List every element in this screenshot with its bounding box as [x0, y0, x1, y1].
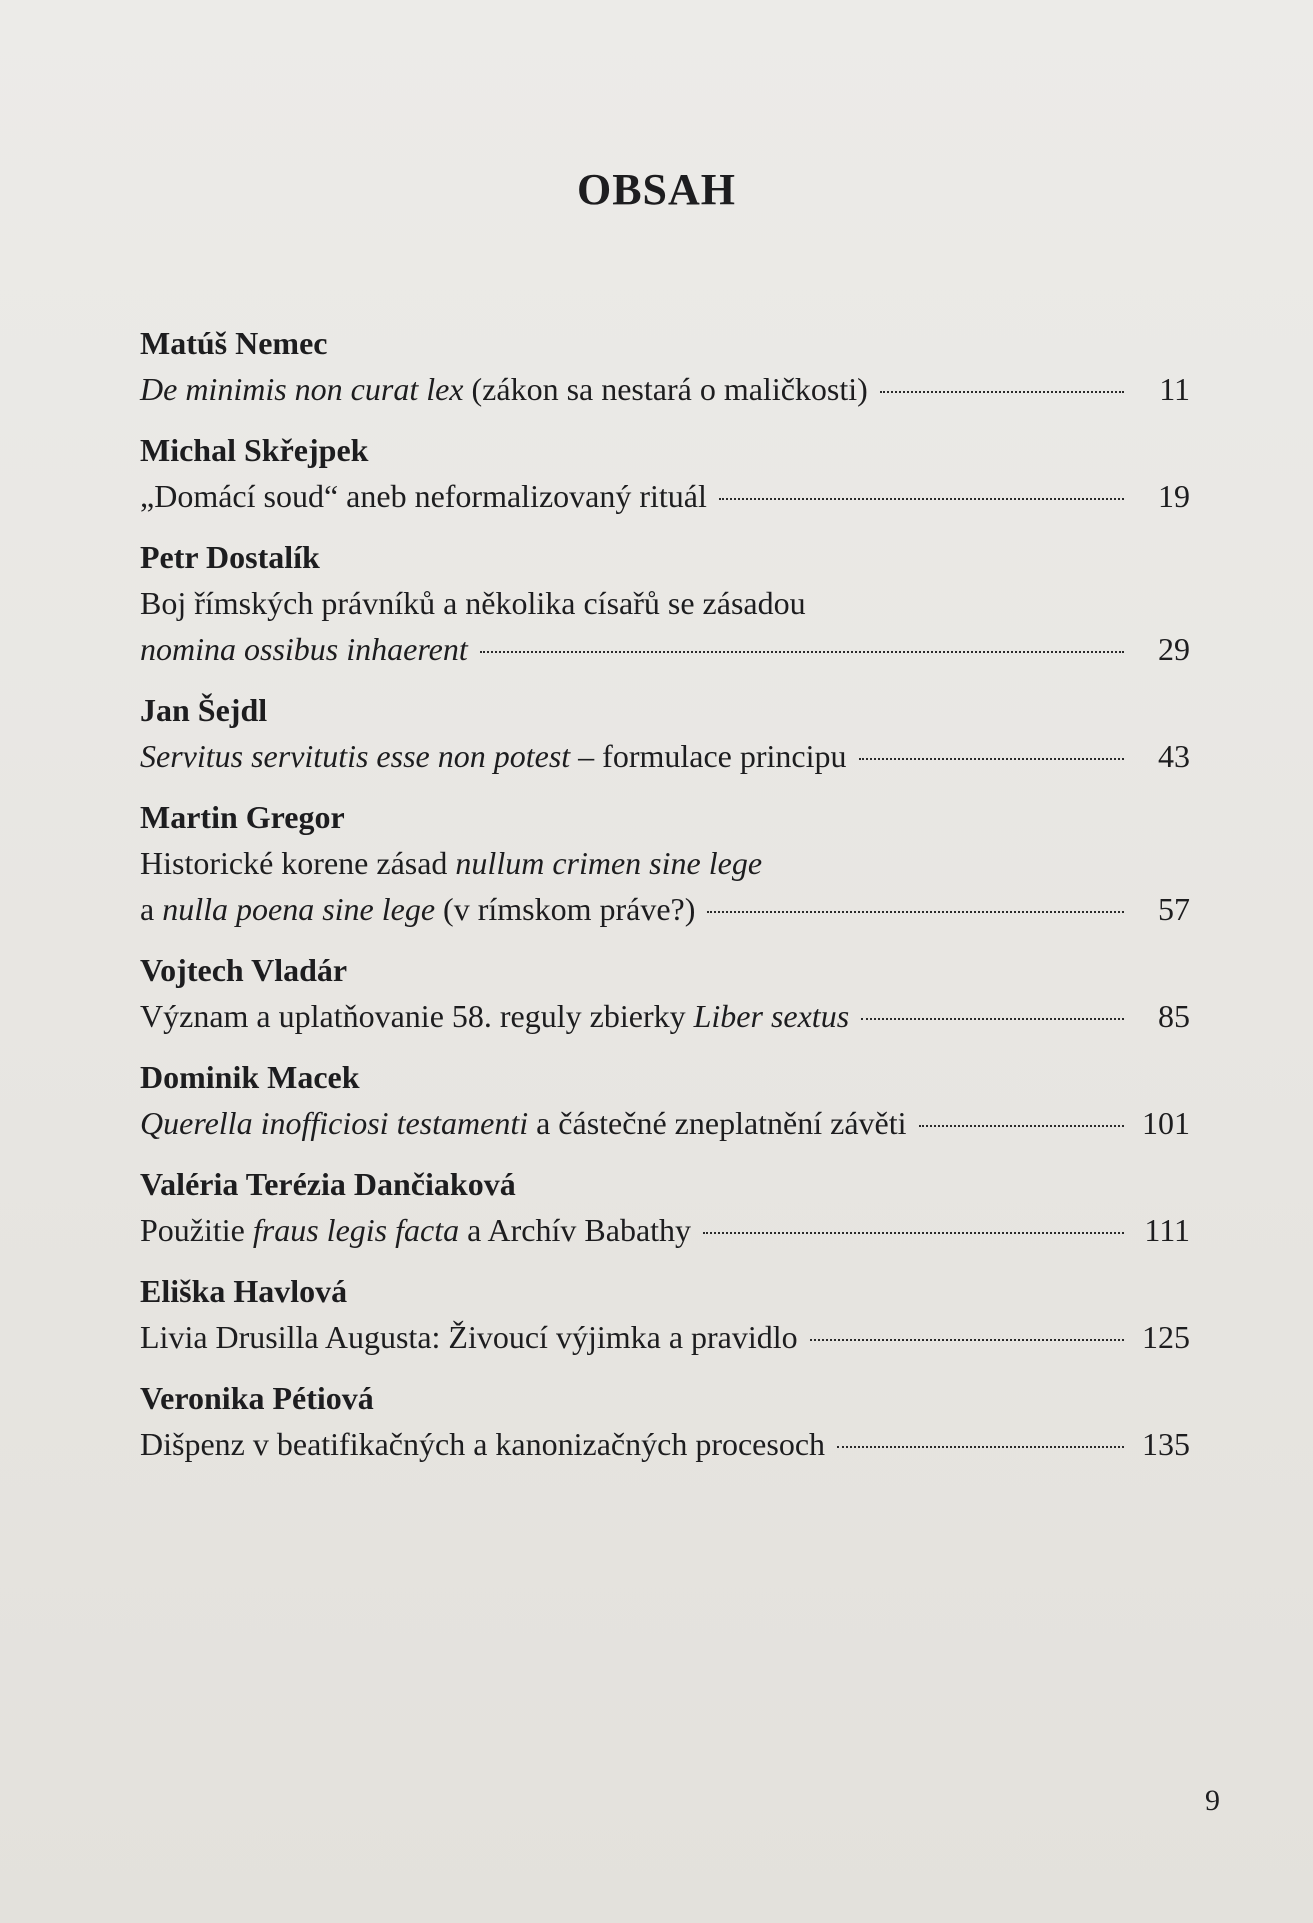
toc-entry-page-number: 85: [1158, 998, 1190, 1034]
toc-entry-author: Michal Skřejpek: [140, 432, 369, 468]
page-title: OBSAH: [576, 165, 737, 214]
toc-entry-title-line: Querella inofficiosi testamenti a částečné zneplatnění závěti 101: [140, 1100, 1190, 1146]
toc-entry-title-line: Použitie fraus legis facta a Archív Babathy 111: [140, 1207, 1190, 1253]
toc-entry-author: Vojtech Vladár: [140, 952, 348, 988]
dot-leader: [861, 1018, 1124, 1020]
toc-entry-title-line: Servitus servitutis esse non potest – formulace principu 43: [140, 733, 1190, 779]
table-of-contents: [140, 320, 1190, 1467]
toc-entry-author: Eliška Havlová: [140, 1273, 348, 1309]
toc-entry: [140, 427, 1190, 519]
toc-entry-page-number: 29: [1158, 631, 1190, 667]
page-number: 9: [1205, 1784, 1220, 1817]
toc-entry-author: Dominik Macek: [140, 1059, 360, 1095]
dot-leader: [880, 391, 1124, 393]
toc-entry: [140, 1054, 1190, 1146]
dot-leader: [859, 758, 1124, 760]
toc-entry-title-line: Dišpenz v beatifikačných a kanonizačných procesoch 135: [140, 1421, 1190, 1467]
toc-entry-title-line: Boj římských právníků a několika císařů se zásadou: [140, 585, 806, 621]
toc-entry: [140, 1375, 1190, 1467]
toc-entry-page-number: 135: [1142, 1426, 1190, 1462]
toc-entry-title-line: Historické korene zásad nullum crimen sine lege: [140, 845, 763, 881]
toc-entry-title-line: Livia Drusilla Augusta: Živoucí výjimka a pravidlo 125: [140, 1314, 1190, 1360]
toc-entry-author: Martin Gregor: [140, 799, 345, 835]
toc-entry: [140, 1161, 1190, 1253]
toc-entry-page-number: 111: [1144, 1212, 1190, 1248]
toc-entry: [140, 794, 1190, 932]
dot-leader: [810, 1339, 1124, 1341]
toc-entry-author: Valéria Terézia Dančiaková: [140, 1166, 516, 1202]
dot-leader: [707, 911, 1124, 913]
toc-entry-title-line: Význam a uplatňovanie 58. reguly zbierky Liber sextus 85: [140, 993, 1190, 1039]
toc-entry-title-line: „Domácí soud“ aneb neformalizovaný rituál 19: [140, 473, 1190, 519]
dot-leader: [480, 651, 1124, 653]
toc-entry-title-line: a nulla poena sine lege (v rímskom práve?) 57: [140, 886, 1190, 932]
toc-entry-page-number: 101: [1142, 1105, 1190, 1141]
toc-entry-title-line: De minimis non curat lex (zákon sa nestará o maličkosti) 11: [140, 366, 1190, 412]
toc-entry: [140, 534, 1190, 672]
toc-entry-page-number: 125: [1142, 1319, 1190, 1355]
toc-entry-author: Veronika Pétiová: [140, 1380, 374, 1416]
dot-leader: [837, 1446, 1124, 1448]
toc-entry: [140, 947, 1190, 1039]
toc-entry-page-number: 43: [1158, 738, 1190, 774]
dot-leader: [703, 1232, 1124, 1234]
toc-entry: [140, 687, 1190, 779]
toc-entry-author: Petr Dostalík: [140, 539, 320, 575]
toc-entry-title-line: nomina ossibus inhaerent 29: [140, 626, 1190, 672]
toc-entry-author: Jan Šejdl: [140, 692, 268, 728]
toc-entry-author: Matúš Nemec: [140, 325, 328, 361]
toc-entry: [140, 320, 1190, 412]
toc-entry: [140, 1268, 1190, 1360]
toc-entry-page-number: 57: [1158, 891, 1190, 927]
toc-entry-page-number: 19: [1158, 478, 1190, 514]
toc-entry-page-number: 11: [1159, 371, 1190, 407]
dot-leader: [719, 498, 1124, 500]
dot-leader: [919, 1125, 1124, 1127]
